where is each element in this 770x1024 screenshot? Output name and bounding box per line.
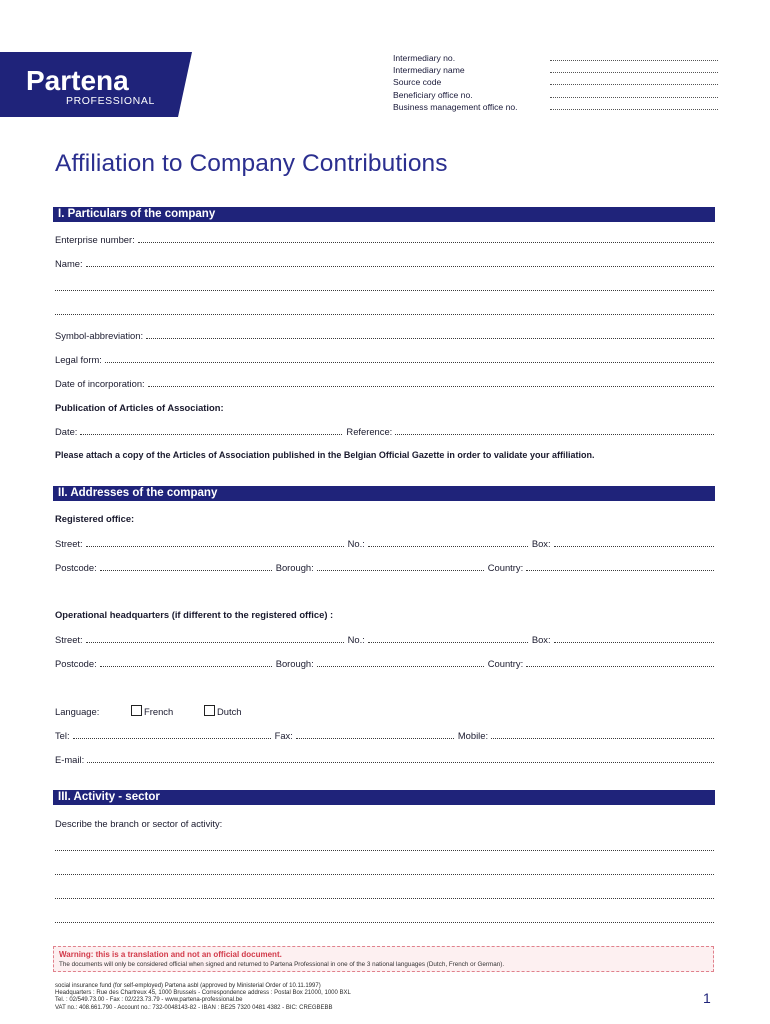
meta-label: Intermediary no. <box>393 53 456 63</box>
dutch-checkbox[interactable] <box>204 705 215 716</box>
activity-line-2[interactable] <box>55 865 714 877</box>
section-1-title: I. Particulars of the company <box>58 208 216 220</box>
postcode-label: Postcode: <box>55 658 97 669</box>
email-field[interactable] <box>55 753 714 765</box>
legal-form-field[interactable] <box>55 353 714 365</box>
no-label: No.: <box>347 538 365 549</box>
warning-title: Warning: this is a translation and not an official document. <box>59 950 282 959</box>
country-label: Country: <box>487 658 524 669</box>
incorporation-field[interactable] <box>55 377 714 389</box>
french-checkbox[interactable] <box>131 705 142 716</box>
tel-field[interactable] <box>73 738 271 739</box>
meta-field[interactable] <box>550 101 718 110</box>
registered-street-row <box>55 537 714 549</box>
meta-label: Business management office no. <box>393 101 518 112</box>
tel-label: Tel: <box>55 730 70 741</box>
box-label: Box: <box>531 538 551 549</box>
language-row <box>55 705 714 717</box>
language-label: Language: <box>55 705 100 717</box>
borough-field[interactable] <box>317 570 484 571</box>
postcode-field[interactable] <box>100 666 272 667</box>
registered-office-heading: Registered office: <box>55 513 135 524</box>
section-2-title: II. Addresses of the company <box>58 487 218 499</box>
meta-field[interactable] <box>550 89 718 98</box>
meta-label: Source code <box>393 77 442 88</box>
activity-prompt <box>55 817 714 829</box>
meta-field[interactable] <box>550 76 718 85</box>
no-field[interactable] <box>368 546 528 547</box>
legal-form-label: Legal form: <box>55 354 102 365</box>
section-2-heading <box>53 486 715 501</box>
borough-field[interactable] <box>317 666 484 667</box>
meta-label: Intermediary name <box>393 65 465 76</box>
meta-label: Beneficiary office no. <box>393 89 473 100</box>
logo-shape <box>0 52 192 117</box>
footer <box>55 983 351 1012</box>
activity-line-4[interactable] <box>55 913 714 925</box>
operational-hq-heading: Operational headquarters (if different to the registered office) : <box>55 609 334 620</box>
french-option[interactable] <box>131 705 204 717</box>
partena-logo <box>0 52 192 117</box>
office-meta <box>393 52 718 113</box>
name-field-line-3[interactable] <box>55 305 714 317</box>
section-1-heading <box>53 207 715 222</box>
country-field[interactable] <box>526 570 714 571</box>
translation-warning <box>53 946 714 972</box>
symbol-label: Symbol-abbreviation: <box>55 330 144 341</box>
name-field[interactable] <box>55 257 714 269</box>
footer-line: Headquarters : Rue des Chartreux 45, 1000 Brussels - Correspondence address : Postal Box 21000, 1000 BXL <box>55 990 351 997</box>
symbol-field[interactable] <box>55 329 714 341</box>
brand-name: Partena <box>26 65 129 96</box>
borough-label: Borough: <box>275 562 314 573</box>
enterprise-number-label: Enterprise number: <box>55 234 135 245</box>
fax-label: Fax: <box>274 730 293 741</box>
operational-street-row <box>55 633 714 645</box>
postcode-field[interactable] <box>100 570 272 571</box>
meta-row <box>393 101 718 113</box>
brand-sub: PROFESSIONAL <box>66 95 155 107</box>
box-label: Box: <box>531 634 551 645</box>
contact-row <box>55 729 714 741</box>
meta-row <box>393 89 718 101</box>
no-field[interactable] <box>368 642 528 643</box>
name-label: Name: <box>55 258 83 269</box>
french-label: French <box>144 706 174 717</box>
country-field[interactable] <box>526 666 714 667</box>
page-title: Affiliation to Company Contributions <box>55 150 448 177</box>
date-field[interactable] <box>80 434 342 435</box>
name-field-line-2[interactable] <box>55 281 714 293</box>
section-3-title: III. Activity - sector <box>58 791 160 803</box>
footer-line: social insurance fund (for self-employed) Partena asbl (approved by Ministerial Order of 10.11.1997) <box>55 983 321 989</box>
dutch-option[interactable] <box>204 705 242 717</box>
mobile-field[interactable] <box>491 738 714 739</box>
postcode-label: Postcode: <box>55 562 97 573</box>
mobile-label: Mobile: <box>457 730 489 741</box>
publication-heading: Publication of Articles of Association: <box>55 402 224 413</box>
fax-field[interactable] <box>296 738 454 739</box>
activity-line-1[interactable] <box>55 841 714 853</box>
country-label: Country: <box>487 562 524 573</box>
meta-row <box>393 76 718 88</box>
box-field[interactable] <box>554 642 714 643</box>
registered-postcode-row <box>55 561 714 573</box>
date-label: Date: <box>55 426 78 437</box>
meta-row <box>393 52 718 64</box>
enterprise-number-field[interactable] <box>55 233 714 245</box>
reference-field[interactable] <box>395 434 714 435</box>
street-label: Street: <box>55 538 83 549</box>
footer-line: VAT no.: 408.661.790 - Account no.: 732-0048143-82 - IBAN : BE25 7320 0481 4382 - BIC: CREGBEBB <box>55 1004 333 1011</box>
attach-note: Please attach a copy of the Articles of Association published in the Belgian Official Gazette in order to validate your affiliation. <box>55 450 595 460</box>
activity-line-3[interactable] <box>55 889 714 901</box>
box-field[interactable] <box>554 546 714 547</box>
meta-field[interactable] <box>550 64 718 73</box>
meta-field[interactable] <box>550 52 718 61</box>
dutch-label: Dutch <box>217 706 242 717</box>
email-label: E-mail: <box>55 754 85 765</box>
operational-postcode-row <box>55 657 714 669</box>
footer-line: Tel. : 02/549.73.00 - Fax : 02/223.73.79 - www.partena-professional.be <box>55 997 243 1004</box>
no-label: No.: <box>347 634 365 645</box>
meta-row <box>393 64 718 76</box>
incorporation-label: Date of incorporation: <box>55 378 145 389</box>
street-field[interactable] <box>86 546 344 547</box>
reference-label: Reference: <box>346 426 393 437</box>
street-label: Street: <box>55 634 83 645</box>
street-field[interactable] <box>86 642 344 643</box>
publication-row <box>55 425 714 437</box>
activity-label: Describe the branch or sector of activity: <box>55 818 223 829</box>
warning-text: The documents will only be considered official when signed and returned to Partena Professional in one of the 3 national languages (Dutch, French or German). <box>59 961 505 968</box>
page-number: 1 <box>703 990 711 1006</box>
section-3-heading <box>53 790 715 805</box>
borough-label: Borough: <box>275 658 314 669</box>
